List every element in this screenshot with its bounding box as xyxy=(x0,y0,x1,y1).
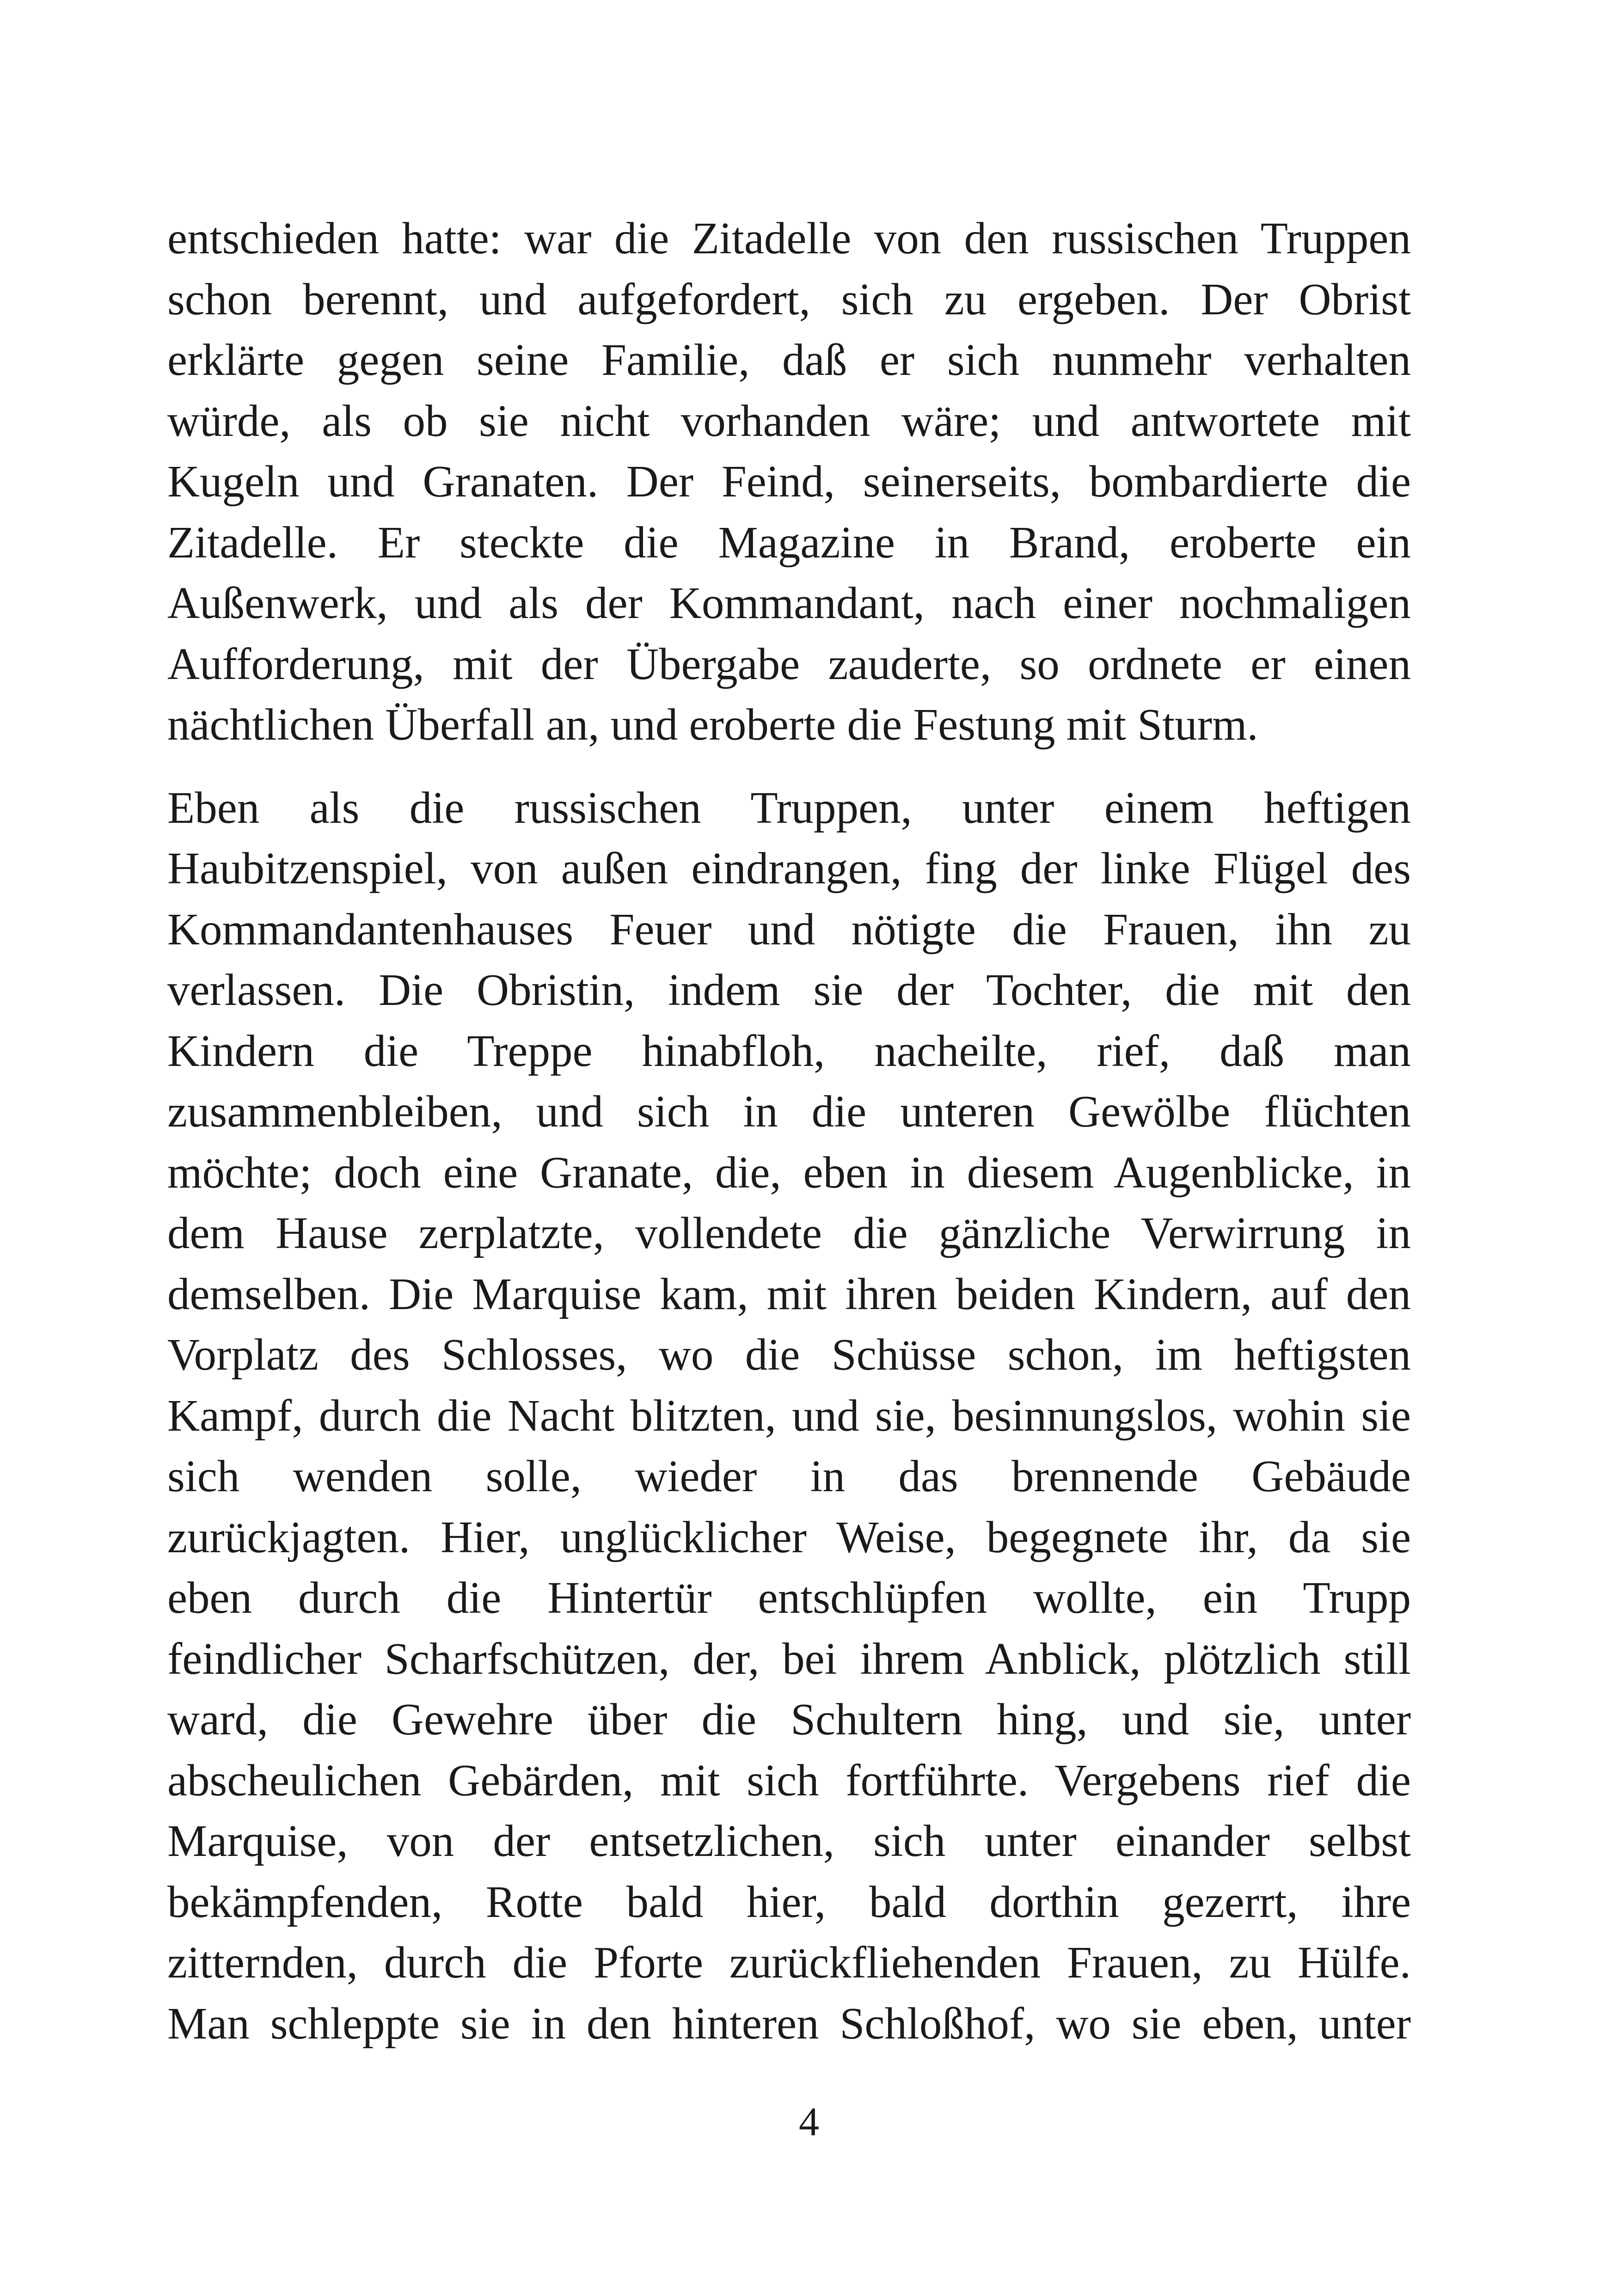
text-line: schon berennt, und aufgefordert, sich zu ergeben. Der Obrist xyxy=(167,274,1411,324)
text-line: Außenwerk, und als der Kommandant, nach einer nochmaligen xyxy=(167,578,1411,628)
text-line: Kommandantenhauses Feuer und nötigte die Frauen, ihn zu xyxy=(167,904,1411,954)
text-line: demselben. Die Marquise kam, mit ihren beiden Kindern, auf den xyxy=(167,1269,1411,1319)
text-line: erklärte gegen seine Familie, daß er sich nunmehr verhalten xyxy=(167,335,1411,385)
text-line: zurückjagten. Hier, unglücklicher Weise, begegnete ihr, da sie xyxy=(167,1512,1411,1562)
text-line: Haubitzenspiel, von außen eindrangen, fing der linke Flügel des xyxy=(167,844,1411,893)
text-line: Man schleppte sie in den hinteren Schloßhof, wo sie eben, unter xyxy=(167,1998,1411,2048)
text-line: Kampf, durch die Nacht blitzten, und sie, besinnungslos, wohin sie xyxy=(167,1390,1411,1440)
text-line: abscheulichen Gebärden, mit sich fortführte. Vergebens rief die xyxy=(167,1755,1411,1805)
paragraph-spacing xyxy=(167,755,1411,778)
text-line: nächtlichen Überfall an, und eroberte die Festung mit Sturm. xyxy=(167,700,1258,749)
text-line: Kugeln und Granaten. Der Feind, seinerseits, bombardierte die xyxy=(167,457,1411,506)
paragraph-1 xyxy=(167,208,1411,755)
text-line: Zitadelle. Er steckte die Magazine in Brand, eroberte ein xyxy=(167,517,1411,567)
text-line: möchte; doch eine Granate, die, eben in diesem Augenblicke, in xyxy=(167,1147,1411,1197)
text-line: Aufforderung, mit der Übergabe zauderte, so ordnete er einen xyxy=(167,639,1411,689)
text-line: zitternden, durch die Pforte zurückfliehenden Frauen, zu Hülfe. xyxy=(167,1938,1411,1987)
text-line: Vorplatz des Schlosses, wo die Schüsse schon, im heftigsten xyxy=(167,1330,1411,1379)
text-line: verlassen. Die Obristin, indem sie der Tochter, die mit den xyxy=(167,965,1411,1015)
text-line: bekämpfenden, Rotte bald hier, bald dorthin gezerrt, ihre xyxy=(167,1877,1411,1927)
text-line: Kindern die Treppe hinabfloh, nacheilte, rief, daß man xyxy=(167,1026,1411,1076)
paragraph-2 xyxy=(167,778,1411,2054)
text-line: würde, als ob sie nicht vorhanden wäre; und antwortete mit xyxy=(167,396,1411,446)
body-text xyxy=(167,208,1411,2054)
text-line: zusammenbleiben, und sich in die unteren Gewölbe flüchten xyxy=(167,1087,1411,1136)
text-line: Eben als die russischen Truppen, unter einem heftigen xyxy=(167,783,1411,833)
text-line: feindlicher Scharfschützen, der, bei ihrem Anblick, plötzlich still xyxy=(167,1634,1411,1684)
page-number: 4 xyxy=(799,2100,819,2144)
text-line: dem Hause zerplatzte, vollendete die gänzliche Verwirrung in xyxy=(167,1208,1411,1258)
text-line: sich wenden solle, wieder in das brennende Gebäude xyxy=(167,1451,1411,1501)
text-line: ward, die Gewehre über die Schultern hing, und sie, unter xyxy=(167,1695,1411,1744)
text-line: Marquise, von der entsetzlichen, sich unter einander selbst xyxy=(167,1816,1411,1866)
text-line: eben durch die Hintertür entschlüpfen wollte, ein Trupp xyxy=(167,1573,1411,1623)
text-line: entschieden hatte: war die Zitadelle von den russischen Truppen xyxy=(167,214,1411,263)
